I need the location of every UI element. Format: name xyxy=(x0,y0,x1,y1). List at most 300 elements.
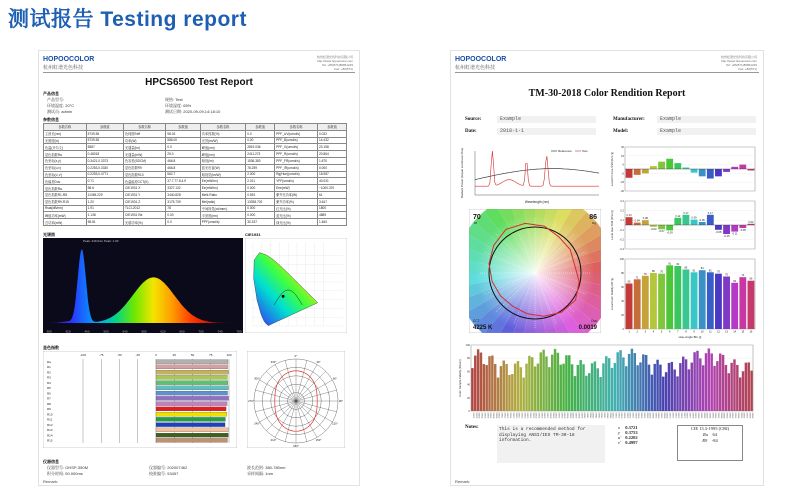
test-curve xyxy=(475,151,599,186)
sample-label: CES91 xyxy=(728,412,731,419)
polar-label: 0° xyxy=(294,354,298,358)
sample-bar xyxy=(619,350,621,411)
legend-ref-label: Reference xyxy=(558,149,572,154)
sample-bar xyxy=(691,363,693,411)
sampling-step: 采样间隔: 1nm xyxy=(247,471,274,476)
bin-number: 10 xyxy=(700,330,704,334)
table-cell: 中间视觉(cd/mm²) xyxy=(200,205,245,212)
sample-label: CES81 xyxy=(699,412,702,419)
sample-bar xyxy=(494,364,496,411)
bar-value-label: 76 xyxy=(643,272,647,276)
y-axis-label: Local Hue Shift (Rhs,hj) xyxy=(610,210,614,240)
sample-label: CES03 xyxy=(477,412,480,419)
bin-bar xyxy=(658,274,665,329)
bar-value-label: 85 xyxy=(684,266,688,270)
x-tick-label: 380 xyxy=(46,329,52,333)
sample-bar xyxy=(497,378,499,411)
rg-label: Rg xyxy=(592,221,596,225)
sample-bar xyxy=(582,364,584,411)
sample-label: CES35 xyxy=(568,412,571,419)
table-cell: 光通量(lm) xyxy=(123,144,165,151)
bin-bar xyxy=(723,169,730,172)
sample-bar xyxy=(520,367,522,411)
table-row xyxy=(44,212,347,219)
y-tick-label: 60 xyxy=(467,370,470,374)
bin-bar xyxy=(626,284,633,330)
table-cell: 23.158 xyxy=(318,144,347,151)
cie1931-chart xyxy=(245,238,347,333)
axis-tick-label: 0 xyxy=(155,353,157,357)
cri-bar xyxy=(156,360,228,364)
sample-label: CES29 xyxy=(551,412,554,419)
sample-bar xyxy=(602,363,604,411)
sample-label: CES94 xyxy=(736,412,739,419)
table-cell: CIE1931 Ra xyxy=(123,212,165,219)
sample-bar xyxy=(568,355,570,411)
table-cell: TLCI-2012 xyxy=(123,205,165,212)
axis-tick-label: 75 xyxy=(209,353,213,357)
sample-bar xyxy=(579,360,581,411)
sample-label: CES26 xyxy=(543,412,546,419)
table-cell: PPF_FR(umol/s) xyxy=(275,157,318,164)
reference-curve xyxy=(475,169,599,180)
table-cell: 暗视(lm) xyxy=(200,157,245,164)
sample-label: CES68 xyxy=(662,412,665,419)
bin-number: 13 xyxy=(725,330,729,334)
y-tick-label: -0.2 xyxy=(619,238,624,242)
sample-bar xyxy=(540,352,542,411)
table-cell: 3.647 xyxy=(318,198,347,205)
legend-test-label: Test xyxy=(582,149,588,154)
cri-label: R8 xyxy=(47,401,51,406)
y-tick-label: 0 xyxy=(468,410,470,413)
y-tick-label: 20 xyxy=(467,396,470,400)
sample-bar xyxy=(591,363,593,411)
table-row xyxy=(44,151,347,158)
sample-bar xyxy=(748,362,750,411)
bin-number: 6 xyxy=(668,330,671,334)
table-cell: 显色指数Ra xyxy=(44,151,87,158)
sample-label: CES27 xyxy=(546,412,549,419)
bar-value-label: -0.03 xyxy=(650,227,657,231)
bin-number: 5 xyxy=(660,330,663,334)
table-cell: 0.71 xyxy=(86,178,123,185)
bar-value-label: 0.13 xyxy=(626,214,632,218)
sample-label: CES85 xyxy=(711,412,714,419)
table-cell: 总功率(mW) xyxy=(44,219,87,226)
bin-bar xyxy=(739,277,746,329)
cri-label: R9 xyxy=(47,407,51,412)
sample-bar xyxy=(676,376,678,411)
sample-label: CES02 xyxy=(474,412,477,419)
sample-label: CES46 xyxy=(600,412,603,419)
table-cell: 78.259 xyxy=(246,164,275,171)
table-cell: Rsat(dB/nm) xyxy=(44,205,87,212)
y-tick-label: 0.2 xyxy=(620,209,624,213)
table-cell: 2.011 xyxy=(246,178,275,185)
cri-label: R15 xyxy=(47,438,53,443)
sample-label: CES77 xyxy=(688,412,691,419)
y-tick-label: 0 xyxy=(622,328,624,331)
sample-label: CES67 xyxy=(660,412,663,419)
sample-label: CES99 xyxy=(751,412,754,419)
sample-label: CES56 xyxy=(628,412,631,419)
sample-label: CES25 xyxy=(540,412,543,419)
sample-label: CES59 xyxy=(637,412,640,419)
bar-value-label: -0.11 xyxy=(731,232,738,236)
spd-chart xyxy=(457,143,605,205)
bin-bar xyxy=(666,159,673,169)
x-tick-label: 540 xyxy=(122,329,128,333)
bin-bar xyxy=(666,265,673,329)
cri-bar xyxy=(156,412,227,416)
cct-label: CCT xyxy=(473,319,480,323)
polar-label: 30° xyxy=(316,360,321,365)
bin-bar xyxy=(699,169,706,176)
table-row xyxy=(44,130,347,137)
sample-bar xyxy=(736,365,738,411)
sample-label: CES69 xyxy=(665,412,668,419)
sample-label: CES20 xyxy=(526,412,529,419)
y-tick-label: -6 xyxy=(621,172,624,176)
cct-value: 4225 K xyxy=(473,325,493,331)
sample-bar xyxy=(665,372,667,411)
sample-label: CES10 xyxy=(497,412,500,419)
x-tick-label: 500 xyxy=(103,329,109,333)
table-cell: PPF_B(umol/s) xyxy=(275,137,318,144)
cri-bar xyxy=(156,433,228,437)
notes-text: This is a recommended method for displaying ANSI/IES TM-30-18 information. xyxy=(497,425,605,463)
cri-label: R7 xyxy=(47,396,51,401)
company-logo: HOPOOCOLOR xyxy=(43,56,95,63)
bar-value-label: 84 xyxy=(700,267,704,271)
table-cell: PPF_G(umol/s) xyxy=(275,144,318,151)
y-tick-label: 100 xyxy=(465,344,470,347)
sample-bar xyxy=(708,348,710,411)
sample-bar xyxy=(673,369,675,411)
calibration-no: 校准编号: 53457 xyxy=(149,471,179,476)
sample-label: CES33 xyxy=(563,412,566,419)
product-info-heading: 产品信息 xyxy=(43,91,59,96)
bin-bar xyxy=(731,283,738,329)
table-cell: CIE1931 X xyxy=(123,185,165,192)
table-cell: 半宽度(nm) xyxy=(200,212,245,219)
y-tick-label: 40 xyxy=(467,383,470,387)
measured-point xyxy=(282,295,285,298)
sample-label: CES90 xyxy=(725,412,728,419)
sample-label: CES54 xyxy=(622,412,625,419)
sample-label: CES17 xyxy=(517,412,520,419)
spectrum-heading: 光谱图 xyxy=(43,232,55,237)
table-cell: 0.592 xyxy=(246,191,275,198)
sample-label: CES44 xyxy=(594,412,597,419)
cri-bar xyxy=(156,386,228,390)
table-cell: 2819.036 xyxy=(246,144,275,151)
sample-bar xyxy=(625,366,627,411)
table-cell: Mel(ratio) xyxy=(200,198,245,205)
bin-number: 1 xyxy=(628,330,630,334)
sample-label: CES14 xyxy=(509,412,512,419)
table-cell: 色容差(SDCM) xyxy=(123,157,165,164)
table-cell: 色坐标(u,v) xyxy=(44,164,87,171)
table-cell: ~1000.370 xyxy=(318,185,347,192)
bin-bar xyxy=(650,166,657,169)
bin-bar xyxy=(707,215,714,225)
sample-label: CES36 xyxy=(571,412,574,419)
sample-label: CES45 xyxy=(597,412,600,419)
table-cell: 0.48018 xyxy=(86,151,123,158)
sample-label: CES64 xyxy=(651,412,654,419)
manufacturer-label: Manufacturer: xyxy=(613,117,645,122)
table-cell: CIE1931 Y xyxy=(123,191,165,198)
table-cell: 13398.702 xyxy=(246,198,275,205)
sample-bar xyxy=(551,355,553,411)
spectrum-chart xyxy=(43,238,243,333)
polar-label: 120° xyxy=(332,421,338,426)
sample-label: CES72 xyxy=(674,412,677,419)
table-row xyxy=(44,191,347,198)
test-date: 测试日期: 2020-09-09,14:18:10 xyxy=(165,109,221,114)
sample-bar xyxy=(636,365,638,411)
bar-value-label: 90 xyxy=(676,263,680,266)
bar-value-label: 91 xyxy=(668,262,672,266)
table-cell: 色坐标(x,y) xyxy=(44,157,87,164)
sample-bar xyxy=(554,349,556,411)
sample-label: CES37 xyxy=(574,412,577,419)
product-model: 产品型号: xyxy=(47,97,65,102)
y-tick-label: -0.1 xyxy=(619,228,624,232)
table-cell: 参数名称 xyxy=(200,124,245,131)
table-cell: 1.670 xyxy=(318,157,347,164)
model-value: Example xyxy=(657,128,756,135)
table-cell: 色偏差Duv xyxy=(44,178,87,185)
table-cell: 蓝光比(%) xyxy=(275,212,318,219)
bin-bar xyxy=(739,165,746,169)
bin-bar xyxy=(707,272,714,329)
hpcs6500-report-page xyxy=(38,50,360,486)
table-cell: 参数值 xyxy=(318,124,347,131)
axis-tick-label: 25 xyxy=(172,353,176,357)
sample-bar xyxy=(742,371,744,411)
local-hue-chart xyxy=(609,197,759,253)
sample-bar xyxy=(525,364,527,411)
table-cell: 参数值 xyxy=(86,124,123,131)
table-cell: 0.000 xyxy=(246,212,275,219)
sample-label: CES53 xyxy=(620,412,623,419)
header-divider xyxy=(43,72,355,73)
bin-number: 14 xyxy=(733,330,737,334)
sample-label: CES51 xyxy=(614,412,617,419)
table-cell: 功率(W) xyxy=(123,137,165,144)
bin-bar xyxy=(650,225,657,227)
bin-bar xyxy=(723,225,730,234)
rf-value: 70 xyxy=(473,214,481,221)
x-tick-label: 740 xyxy=(217,329,223,333)
sample-bar xyxy=(565,355,567,411)
table-cell: 0.0 xyxy=(246,130,275,137)
table-cell: 峰值(nm) xyxy=(200,151,245,158)
table-header-row xyxy=(44,124,347,131)
sample-bar xyxy=(608,358,610,411)
table-cell: 20.864 xyxy=(318,151,347,158)
duv-value: 0.0019 xyxy=(578,325,597,331)
table-cell: 0.000 xyxy=(246,185,275,192)
sample-label: CES84 xyxy=(708,412,711,419)
x-tick-label: 460 xyxy=(84,329,90,333)
remark-label: Remark: xyxy=(455,479,471,484)
sample-bar xyxy=(605,356,607,411)
sample-bar xyxy=(671,362,673,411)
bin-bar xyxy=(699,270,706,329)
table-row xyxy=(44,144,347,151)
sample-bar xyxy=(477,349,479,411)
sample-label: CES93 xyxy=(734,412,737,419)
company-logo: HOPOOCOLOR xyxy=(455,56,507,63)
polar-label: 90° xyxy=(338,399,344,403)
bar-value-label: 69 xyxy=(749,277,753,281)
company-name-cn: 杭州虹谱光色科技 xyxy=(43,65,84,71)
table-cell: 0.2253,0.4771 xyxy=(86,171,123,178)
sample-bar xyxy=(682,357,684,411)
table-cell: Melk Ratio xyxy=(200,191,245,198)
bar-value-label: 81 xyxy=(692,269,696,273)
sample-label: CES87 xyxy=(716,412,719,419)
table-cell: Ee(mW/m²) xyxy=(200,185,245,192)
sample-bar xyxy=(528,356,530,411)
table-cell: 98.81 xyxy=(86,219,123,226)
cri-bar xyxy=(156,402,227,406)
sample-label: CES65 xyxy=(654,412,657,419)
table-cell: 显色指数R9 xyxy=(123,164,165,171)
remark-label: Remark: xyxy=(43,479,59,484)
bin-bar xyxy=(634,223,641,225)
x-axis-label: Hue-Angle Bin (j) xyxy=(678,335,702,339)
x-tick-label: 580 xyxy=(141,329,147,333)
table-cell: PPF(umol/s) xyxy=(200,219,245,226)
x-axis-label: Wavelength (nm) xyxy=(524,200,550,204)
table-cell: 1800 xyxy=(318,205,347,212)
sample-label: CES05 xyxy=(483,412,486,419)
cri-bar xyxy=(156,370,228,374)
axis-tick-label: -50 xyxy=(117,353,122,357)
table-cell: 参数值 xyxy=(166,124,200,131)
table-cell: Rg(Hue)(umol/s) xyxy=(275,171,318,178)
sample-bar xyxy=(728,373,730,411)
polar-label: 270° xyxy=(248,399,254,403)
table-cell: 色纯度Eeff xyxy=(123,130,165,137)
notes-label: Notes: xyxy=(465,425,479,430)
bar-value-label: 80 xyxy=(651,270,655,273)
table-cell: 5587 xyxy=(86,144,123,151)
axis-tick-label: 100 xyxy=(226,353,232,357)
table-cell: 峰值(nm) xyxy=(200,144,245,151)
axis-tick-label: -100 xyxy=(79,353,87,357)
sample-label: CES88 xyxy=(719,412,722,419)
sample-bar xyxy=(656,360,658,411)
sample-bar xyxy=(480,353,482,411)
bin-bar xyxy=(658,162,665,169)
bin-bar xyxy=(658,225,665,229)
bin-bar xyxy=(683,215,690,225)
table-cell: 1.460 xyxy=(318,219,347,226)
sample-label: CES30 xyxy=(554,412,557,419)
axis-tick-label: -75 xyxy=(99,353,104,357)
sample-label: CES04 xyxy=(480,412,483,419)
sample-bar xyxy=(725,365,727,411)
y-tick-label: 100 xyxy=(619,258,624,261)
y-tick-label: 20 xyxy=(621,314,624,317)
sample-label: CES12 xyxy=(503,412,506,419)
bin-number: 15 xyxy=(741,330,745,334)
company-address: 杭州虹谱光色科技有限公司 http://www.hopoocolor.com Tel: +86(571)86861229 Fax: +86(571) xyxy=(720,55,757,71)
bin-bar xyxy=(715,169,722,176)
bin-bar xyxy=(691,220,698,225)
sample-bar xyxy=(645,355,647,411)
cri-label: R3 xyxy=(47,375,51,380)
local-fidelity-chart xyxy=(609,255,759,339)
sample-bar xyxy=(634,353,636,411)
sample-label: CES86 xyxy=(714,412,717,419)
cri-bar xyxy=(156,396,228,400)
sample-bar xyxy=(616,352,618,411)
bin-bar xyxy=(674,266,681,329)
bin-number: 8 xyxy=(685,330,687,334)
sample-bar xyxy=(517,361,519,411)
bin-bar xyxy=(626,169,633,178)
table-cell: 紫外功率(%) xyxy=(275,198,318,205)
sample-label: CES48 xyxy=(605,412,608,419)
sample-bar xyxy=(594,361,596,411)
bar-value-label: 0.12 xyxy=(675,214,681,218)
y-tick-label: -18 xyxy=(620,181,624,185)
rf-label: Rf xyxy=(474,221,477,225)
bin-bar xyxy=(748,169,755,170)
table-cell: 峰值功率(mW) xyxy=(44,212,87,219)
table-cell: 光照度(lx) xyxy=(44,137,87,144)
sample-label: CES06 xyxy=(486,412,489,419)
sample-bar xyxy=(599,377,601,411)
date-label: Date: xyxy=(465,129,477,134)
table-cell: 0.2253,0.3330 xyxy=(86,164,123,171)
sample-label: CES96 xyxy=(742,412,745,419)
table-cell: 绿光比(%) xyxy=(275,219,318,226)
sample-bar xyxy=(668,363,670,411)
cri-label: R4 xyxy=(47,380,51,385)
sample-label: CES71 xyxy=(671,412,674,419)
bin-bar xyxy=(748,281,755,329)
table-cell: 98.6 xyxy=(86,185,123,192)
device-model: 仪器型号: OHSP-350M xyxy=(47,465,88,470)
sample-bar xyxy=(631,349,633,411)
sample-bar xyxy=(511,374,513,411)
y-tick-label: 18 xyxy=(621,154,624,158)
table-cell: 参数名称 xyxy=(44,124,87,131)
polar-label: 210° xyxy=(270,437,277,442)
table-cell: 显色指数R9-R15 xyxy=(44,198,87,205)
sample-bar xyxy=(699,358,701,411)
table-cell: 光谱功率(%) xyxy=(123,219,165,226)
sample-label: CES21 xyxy=(528,412,531,419)
table-cell: 功率因数(%) xyxy=(200,130,245,137)
sample-bar xyxy=(659,365,661,411)
table-row xyxy=(44,157,347,164)
chromaticity-metrics: x 0.3721 y 0.3753 u' 0.2202 v' 0.4997 xyxy=(618,425,638,445)
sample-bar xyxy=(542,350,544,411)
sample-label: CES11 xyxy=(500,412,503,419)
sample-bar xyxy=(574,376,576,411)
sample-label: CES01 xyxy=(472,412,475,419)
source-label: Source: xyxy=(465,117,482,122)
